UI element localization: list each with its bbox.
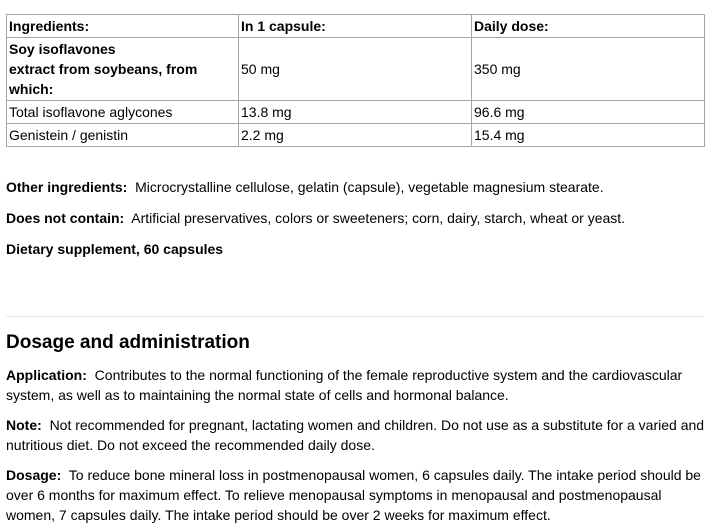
table-row <box>7 38 705 101</box>
ingredient-name: Total isoflavone aglycones <box>7 101 239 124</box>
capsule-amount: 13.8 mg <box>239 101 472 124</box>
dosage-label: Dosage: <box>6 467 62 483</box>
other-ingredients-label: Other ingredients: <box>6 179 128 195</box>
capsule-amount: 50 mg <box>239 38 472 101</box>
header-in-1-capsule: In 1 capsule: <box>239 15 472 38</box>
does-not-contain-text: Artificial preservatives, colors or sweeteners; corn, dairy, starch, wheat or yeast. <box>131 210 626 226</box>
daily-amount: 96.6 mg <box>472 101 705 124</box>
table-header-row <box>7 15 705 38</box>
supplement-note: Dietary supplement, 60 capsules <box>6 241 224 257</box>
note-label: Note: <box>6 417 42 433</box>
section-divider <box>6 316 704 317</box>
does-not-contain <box>6 208 706 228</box>
table-row <box>7 101 705 124</box>
ingredient-name-line: Soy isoflavones <box>9 41 116 57</box>
capsule-amount: 2.2 mg <box>239 124 472 147</box>
dosage-paragraph <box>6 465 706 525</box>
note-paragraph <box>6 415 706 455</box>
header-daily-dose: Daily dose: <box>472 15 705 38</box>
ingredients-table <box>6 14 705 147</box>
application-line: Contributes to the normal functioning of the female reproductive system and the cardiovascular <box>94 367 683 383</box>
ingredient-name-line: which: <box>9 81 54 97</box>
section-title: Dosage and administration <box>6 332 250 353</box>
note-line: Not recommended for pregnant, lactating women and children. Do not use as a substitute for a varied and <box>49 417 705 433</box>
other-ingredients <box>6 177 706 197</box>
dosage-line: To reduce bone mineral loss in postmenopausal women, 6 capsules daily. The intake period should be <box>68 467 701 483</box>
ingredient-name-line: extract from soybeans, from <box>9 61 198 77</box>
dosage-line: women, 7 capsules daily. The intake period should be over 2 weeks for maximum effect. <box>6 507 551 523</box>
application-line: system, as well as to maintaining the normal state of cells and hormonal balance. <box>6 387 509 403</box>
daily-amount: 15.4 mg <box>472 124 705 147</box>
ingredient-name <box>7 38 239 101</box>
header-ingredients: Ingredients: <box>7 15 239 38</box>
application-paragraph <box>6 365 706 405</box>
dosage-line: over 6 months for maximum effect. To relieve menopausal symptoms in menopausal and postmenopausal <box>6 487 662 503</box>
product-info-page <box>6 14 705 523</box>
daily-amount: 350 mg <box>472 38 705 101</box>
note-line: nutritious diet. Do not exceed the recommended daily dose. <box>6 437 375 453</box>
ingredient-name: Genistein / genistin <box>7 124 239 147</box>
application-label: Application: <box>6 367 87 383</box>
table-row <box>7 124 705 147</box>
does-not-contain-label: Does not contain: <box>6 210 125 226</box>
other-ingredients-text: Microcrystalline cellulose, gelatin (capsule), vegetable magnesium stearate. <box>135 179 604 195</box>
